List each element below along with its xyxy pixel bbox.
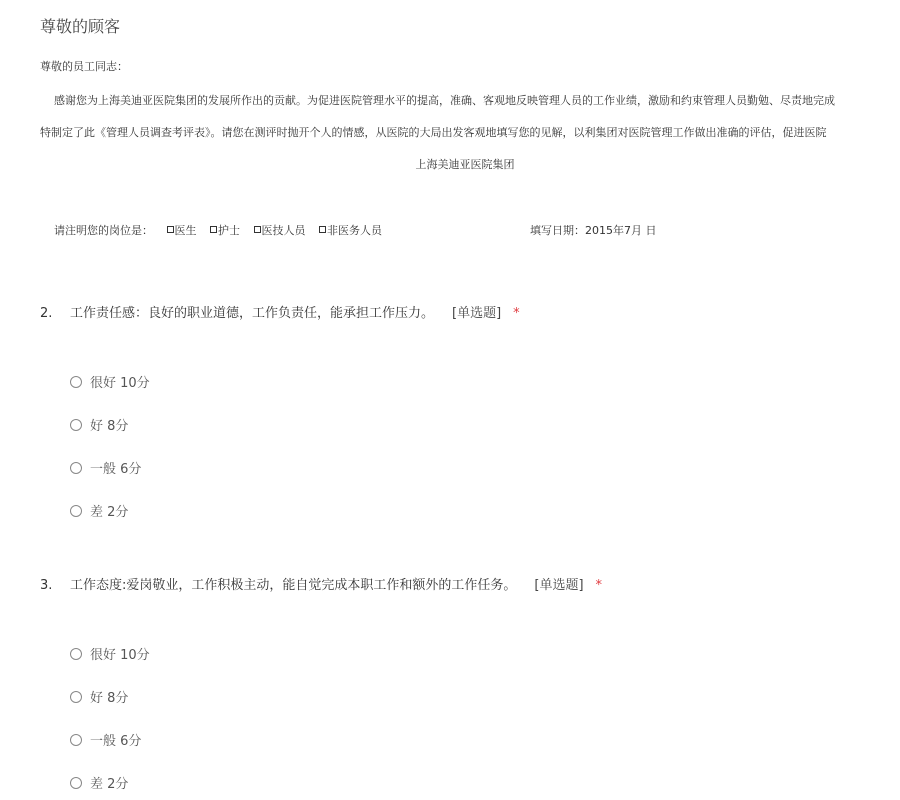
question-3-title xyxy=(40,574,602,593)
question-text: 工作责任感：良好的职业道德，工作负责任，能承担工作压力。 xyxy=(70,306,435,321)
radio-icon[interactable] xyxy=(70,376,82,388)
radio-icon[interactable] xyxy=(70,691,82,703)
required-mark: * xyxy=(595,578,603,593)
q2-option-very-good[interactable]: 很好 10分 xyxy=(70,372,150,391)
intro-paragraph-line-2: 特制定了此《管理人员调查考评表》。请您在测评时抛开个人的情感，从医院的大局出发客观地填写您的见解，以利集团对医院管理工作做出准确的评估，促进医院 xyxy=(40,126,827,139)
radio-icon[interactable] xyxy=(70,648,82,660)
radio-icon[interactable] xyxy=(70,462,82,474)
required-mark: * xyxy=(513,306,520,321)
q3-option-average[interactable]: 一般 6分 xyxy=(70,730,141,749)
question-type: [单选题] xyxy=(534,578,584,593)
question-2-title xyxy=(40,302,520,321)
q2-option-average[interactable]: 一般 6分 xyxy=(70,458,141,477)
q3-option-poor[interactable]: 差 2分 xyxy=(70,773,128,792)
checkbox-icon xyxy=(254,226,261,233)
question-text: 工作态度:爱岗敬业，工作积极主动，能自觉完成本职工作和额外的工作任务。 xyxy=(70,578,517,593)
radio-icon[interactable] xyxy=(70,777,82,789)
q3-option-very-good[interactable]: 很好 10分 xyxy=(70,644,150,663)
radio-icon[interactable] xyxy=(70,505,82,517)
radio-icon[interactable] xyxy=(70,734,82,746)
page-title: 尊敬的顾客 xyxy=(40,17,121,36)
question-number: 3. xyxy=(40,578,53,593)
position-option-nurse[interactable]: 护士 xyxy=(210,224,240,237)
q2-option-good[interactable]: 好 8分 xyxy=(70,415,128,434)
checkbox-icon xyxy=(319,226,326,233)
question-number: 2. xyxy=(40,306,53,321)
position-option-doctor[interactable]: 医生 xyxy=(167,224,197,237)
q3-option-good[interactable]: 好 8分 xyxy=(70,687,128,706)
greeting-text: 尊敬的员工同志： xyxy=(40,60,128,73)
intro-paragraph-line-1: 感谢您为上海美迪亚医院集团的发展所作出的贡献。为促进医院管理水平的提高，准确、客观地反映管理人员的工作业绩，激励和约束管理人员勤勉、尽责地完成 xyxy=(54,94,835,107)
signature: 上海美迪亚医院集团 xyxy=(415,158,515,171)
position-option-technician[interactable]: 医技人员 xyxy=(254,224,306,237)
question-type: [单选题] xyxy=(452,306,502,321)
position-row xyxy=(54,222,382,238)
checkbox-icon xyxy=(167,226,174,233)
fill-date: 填写日期：2015年7月 日 xyxy=(530,224,657,237)
radio-icon[interactable] xyxy=(70,419,82,431)
position-label: 请注明您的岗位是： xyxy=(54,224,153,237)
checkbox-icon xyxy=(210,226,217,233)
position-option-non-medical[interactable]: 非医务人员 xyxy=(319,224,382,237)
q2-option-poor[interactable]: 差 2分 xyxy=(70,501,128,520)
